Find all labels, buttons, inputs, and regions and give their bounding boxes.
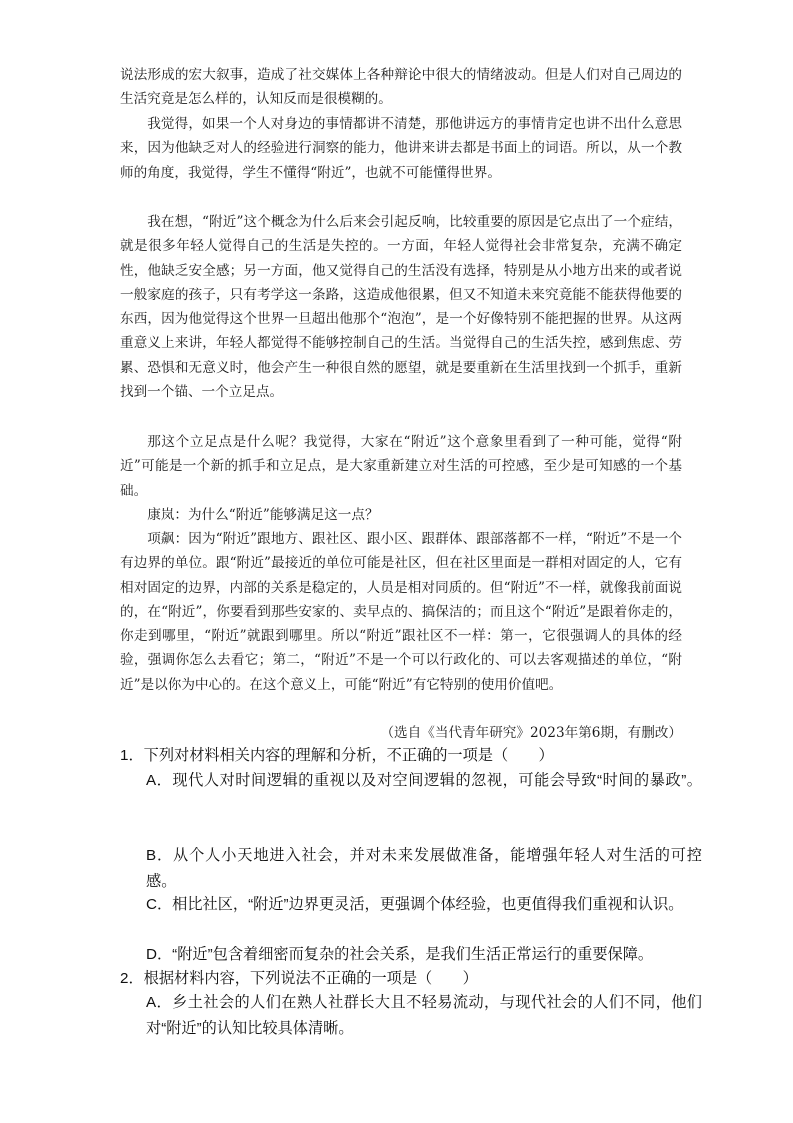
article-paragraph-2: 我觉得，如果一个人对身边的事情都讲不清楚，那他讲远方的事情肯定也讲不出什么意思来，因为他缺乏对人的经验进行洞察的能力，他讲来讲去都是书面上的词语。所以，从一个教师的角度，我觉得，学生不懂得“附近”，也就不可能懂得世界。 [120, 116, 682, 181]
question-1-option-a: A．现代人对时间逻辑的重视以及对空间逻辑的忽视，可能会导致“时间的暴政”。 [146, 772, 702, 789]
article-source: （选自《当代青年研究》2023年第6期，有删改） [380, 725, 682, 741]
article-paragraph-1: 说法形成的宏大叙事，造成了社交媒体上各种辩论中很大的情绪波动。但是人们对自己周边的生活究竟是怎么样的，认知反而是很模糊的。 [120, 67, 682, 108]
question-1-option-d: D．“附近”包含着细密而复杂的社会关系，是我们生活正常运行的重要保障。 [146, 946, 654, 963]
question-2-stem: 2．根据材料内容，下列说法不正确的一项是（ ） [120, 970, 478, 987]
article-paragraph-4: 那这个立足点是什么呢？我觉得，大家在“附近”这个意象里看到了一种可能，觉得“附近”可能是一个新的抓手和立足点，是大家重新建立对生活的可控感，至少是可知感的一个基础。 [120, 434, 682, 499]
question-1-stem: 1．下列对材料相关内容的理解和分析，不正确的一项是（ ） [120, 747, 554, 764]
dialogue-xiangbiao: 项飙：因为“附近”跟地方、跟社区、跟小区、跟群体、跟部落都不一样，“附近”不是一个有边界的单位。跟“附近”最接近的单位可能是社区，但在社区里面是一群相对固定的人，它有相对固定的边界，内部的关系是稳定的，人员是相对同质的。但“附近”不一样，就像我前面说的，在“附近”，你要看到那些安家的、卖早点的、搞保洁的；而且这个“附近”是跟着你走的，你走到哪里，“附近”就跟到哪里。所以“附近”跟社区不一样：第一，它很强调人的具体的经验，强调你怎么去看它；第二，“附近”不是一个可以行政化的、可以去客观描述的单位，“附近”是以你为中心的。在这个意义上，可能“附近”有它特别的使用价值吧。 [120, 531, 682, 693]
question-2-option-a: A．乡土社会的人们在熟人社群长大且不轻易流动，与现代社会的人们不同，他们对“附近”的认知比较具体清晰。 [146, 994, 702, 1037]
dialogue-kanglan: 康岚：为什么“附近”能够满足这一点？ [147, 507, 379, 523]
question-1-option-c: C．相比社区，“附近”边界更灵活，更强调个体经验，也更值得我们重视和认识。 [146, 896, 684, 913]
question-1-option-b: B．从个人小天地进入社会，并对未来发展做准备，能增强年轻人对生活的可控感。 [146, 847, 702, 890]
article-paragraph-3: 我在想，“附近”这个概念为什么后来会引起反响，比较重要的原因是它点出了一个症结，就是很多年轻人觉得自己的生活是失控的。一方面，年轻人觉得社会非常复杂，充满不确定性，他缺乏安全感；另一方面，他又觉得自己的生活没有选择，特别是从小地方出来的或者说一般家庭的孩子，只有考学这一条路，这造成他很累，但又不知道未来究竟能不能获得他要的东西，因为他觉得这个世界一旦超出他那个“泡泡”，是一个好像特别不能把握的世界。从这两重意义上来讲，年轻人都觉得不能够控制自己的生活。当觉得自己的生活失控，感到焦虑、劳累、恐惧和无意义时，他会产生一种很自然的愿望，就是要重新在生活里找到一个抓手，重新找到一个锚、一个立足点。 [120, 214, 682, 401]
